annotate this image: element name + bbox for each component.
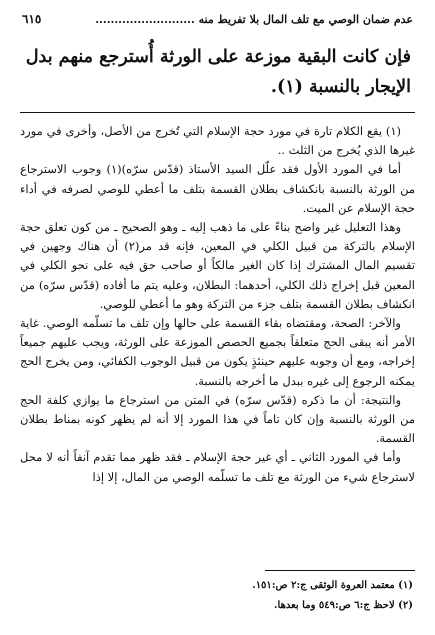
paragraph: (١) يقع الكلام تارة في مورد حجة الإسلام التي تُخرج من الأصل، وأخرى في مورد غيرها الذي يُخرج من الثلث ..	[20, 124, 415, 158]
paragraph: وأما في المورد الثاني ـ أي غير حجة الإسلام ـ فقد ظهر مما تقدم آنفاً أنه لا محل لاسترجاع شيء من الورثة مع تلف ما تسلّمه الوصي من المال، إلا إذا	[20, 450, 415, 484]
paragraph: أما في المورد الأول فقد علّل السيد الأستاذ (قدّس سرّه)(١) وجوب الاسترجاع من الورثة بالنسبة بانكشاف بطلان القسمة بتلف ما أعطي للوصي لصرفه في أداء حجة الإسلام عن الميت.	[20, 162, 415, 215]
paragraph: والآخر: الصحة، ومقتضاه بقاء القسمة على حالها وإن تلف ما تسلّمه الوصي. غاية الأمر أنه يبقى الحج متعلقاً بجميع الحصص الموزعة على الورثة، ويجب عليهم جميعاً إخراجه، ومع أن وجوبه عليهم حينئذٍ يكون من قبيل الوجوب الكفائي، ومن يخرج الحج يمكنه الرجوع إلى غيره ببدل ما أخرجه بالنسبة.	[20, 316, 416, 388]
page-number: ٦١٥	[22, 12, 42, 26]
footnote: (١) معتمد العروة الوثقى ج:٢ ص:١٥١.	[252, 580, 413, 591]
commentary-body	[20, 122, 415, 487]
heading-divider	[20, 112, 415, 113]
running-header-title: عدم ضمان الوصي مع تلف المال بلا تفريط منه ..........................	[95, 12, 413, 26]
footnote: (٢) لاحظ ج:٦ ص:٥٤٩ وما بعدها.	[274, 600, 413, 611]
footnote-divider	[265, 570, 415, 571]
paragraph: والنتيجة: أن ما ذكره (قدّس سرّه) في المتن من استرجاع ما يوازي كلفة الحج من الورثة بالنسبة وإن كان تاماً في هذا المورد إلا أنه لم يظهر كونه بمناط بطلان القسمة.	[20, 392, 415, 446]
footnotes	[22, 576, 413, 616]
chapter-heading: فإن كانت البقية موزعة على الورثة أُسترجع منهم بدل الإيجار بالنسبة (١).	[25, 47, 411, 97]
running-header	[22, 10, 413, 28]
paragraph: وهذا التعليل غير واضح بناءً على ما ذهب إليه ـ وهو الصحيح ـ من كون تعلق حجة الإسلام بالتركة من قبيل الكلي في المعين، فإنه قد مر(٢) أن هناك وجهين في تقسيم المال المشترك إذا كان الغير مالكاً أو صاحب حق فيه على نحو الكلي في المعين قبل إخراج ذلك الكلي، أحدهما: البطلان، وعليه يتم ما أفاده (قدّس سرّه) من انكشاف بطلان القسمة بتلف جزء من التركة وهو ما أعطي للوصي.	[20, 220, 415, 311]
